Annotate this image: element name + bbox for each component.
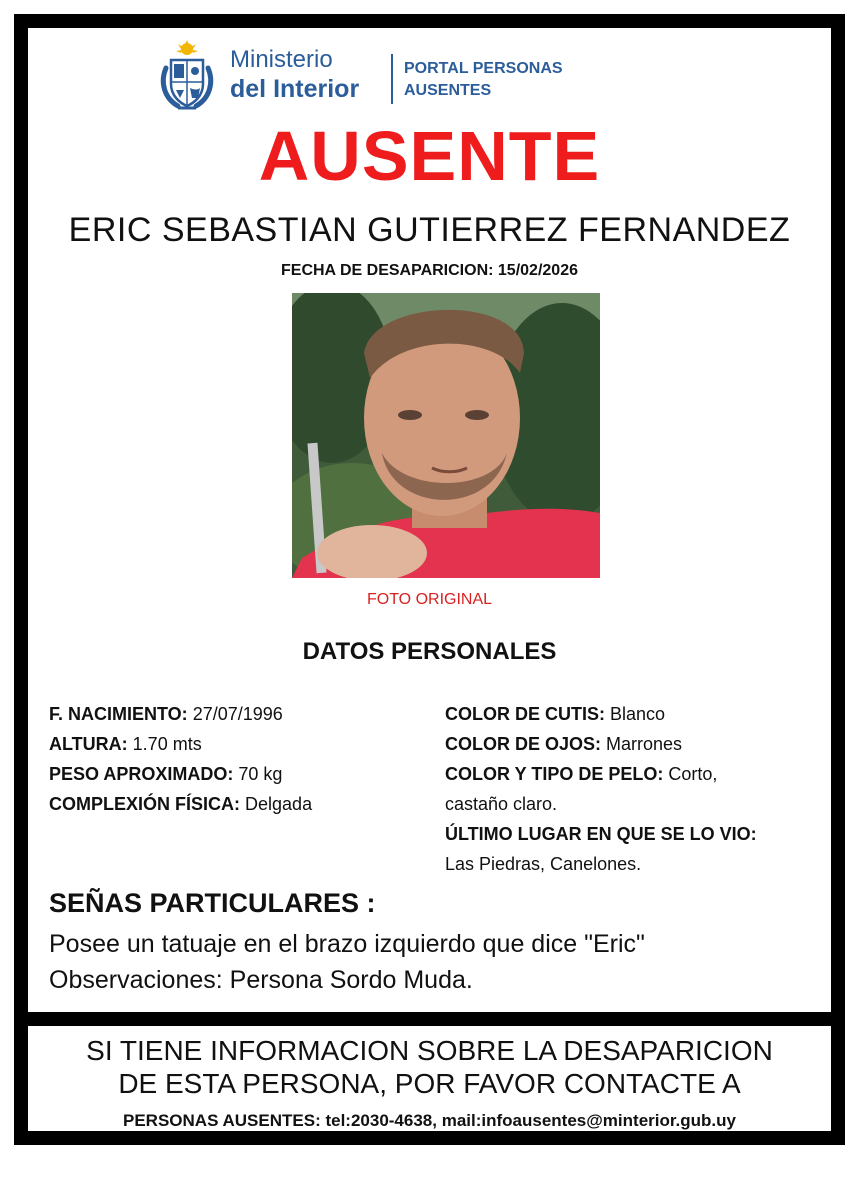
distinguishing-marks-title: SEÑAS PARTICULARES : — [49, 888, 376, 918]
field-label: COLOR DE CUTIS: — [445, 704, 605, 724]
contact-request — [28, 1034, 831, 1100]
contact-request-line1: SI TIENE INFORMACION SOBRE LA DESAPARICION — [86, 1035, 773, 1066]
field-value: Delgada — [245, 794, 313, 814]
personal-data-left — [49, 699, 429, 819]
field-height — [49, 729, 429, 759]
section-title: DATOS PERSONALES — [302, 638, 557, 665]
ministry-logo-text — [230, 48, 359, 102]
field-label: COLOR Y TIPO DE PELO: — [445, 764, 664, 784]
field-label: ÚLTIMO LUGAR EN QUE SE LO VIO: — [445, 824, 757, 844]
field-last-seen-value — [445, 849, 825, 879]
personal-data-right — [445, 699, 825, 879]
field-skin-color — [445, 699, 825, 729]
section-divider — [28, 1012, 831, 1026]
portal-label — [404, 58, 563, 103]
missing-title: AUSENTE — [258, 117, 601, 195]
field-label: COLOR DE OJOS: — [445, 734, 602, 754]
field-value: Marrones — [606, 734, 683, 754]
field-last-seen — [445, 819, 825, 849]
contact-request-line2: DE ESTA PERSONA, POR FAVOR CONTACTE A — [118, 1068, 741, 1099]
poster-frame — [14, 14, 845, 1145]
field-label: ALTURA: — [49, 734, 128, 754]
field-label: F. NACIMIENTO: — [49, 704, 188, 724]
portal-line1: PORTAL PERSONAS — [404, 60, 563, 77]
field-label: COMPLEXIÓN FÍSICA: — [49, 794, 241, 814]
portal-line2: AUSENTES — [404, 82, 492, 100]
field-eye-color — [445, 729, 825, 759]
field-hair-line2 — [445, 789, 825, 819]
field-build — [49, 789, 429, 819]
person-name: ERIC SEBASTIAN GUTIERREZ FERNANDEZ — [68, 211, 791, 249]
header — [156, 40, 576, 120]
field-value: 27/07/1996 — [192, 704, 283, 724]
field-value: Blanco — [610, 704, 666, 724]
ministry-line2: del Interior — [230, 75, 360, 103]
field-label: PESO APROXIMADO: — [49, 764, 234, 784]
field-birthdate — [49, 699, 429, 729]
date-value: 15/02/2026 — [497, 262, 578, 279]
field-value: Corto, — [668, 764, 718, 784]
person-photo — [292, 293, 600, 578]
header-divider — [391, 54, 393, 104]
contact-details: PERSONAS AUSENTES: tel:2030-4638, mail:infoausentes@minterior.gub.uy — [123, 1111, 736, 1130]
distinguishing-marks-text — [49, 926, 829, 998]
field-value: castaño claro. — [445, 794, 558, 814]
uruguay-coat-of-arms-icon — [156, 40, 218, 112]
disappearance-date — [28, 262, 831, 280]
photo-caption: FOTO ORIGINAL — [366, 591, 493, 608]
date-label: FECHA DE DESAPARICION: — [281, 262, 494, 279]
marks-line1: Posee un tatuaje en el brazo izquierdo que dice "Eric" — [49, 930, 645, 958]
field-hair — [445, 759, 825, 789]
field-value: 1.70 mts — [132, 734, 202, 754]
field-value: 70 kg — [238, 764, 283, 784]
field-weight — [49, 759, 429, 789]
field-value: Las Piedras, Canelones. — [445, 854, 642, 874]
marks-line2: Observaciones: Persona Sordo Muda. — [49, 966, 473, 994]
ministry-line1: Ministerio — [230, 46, 333, 73]
